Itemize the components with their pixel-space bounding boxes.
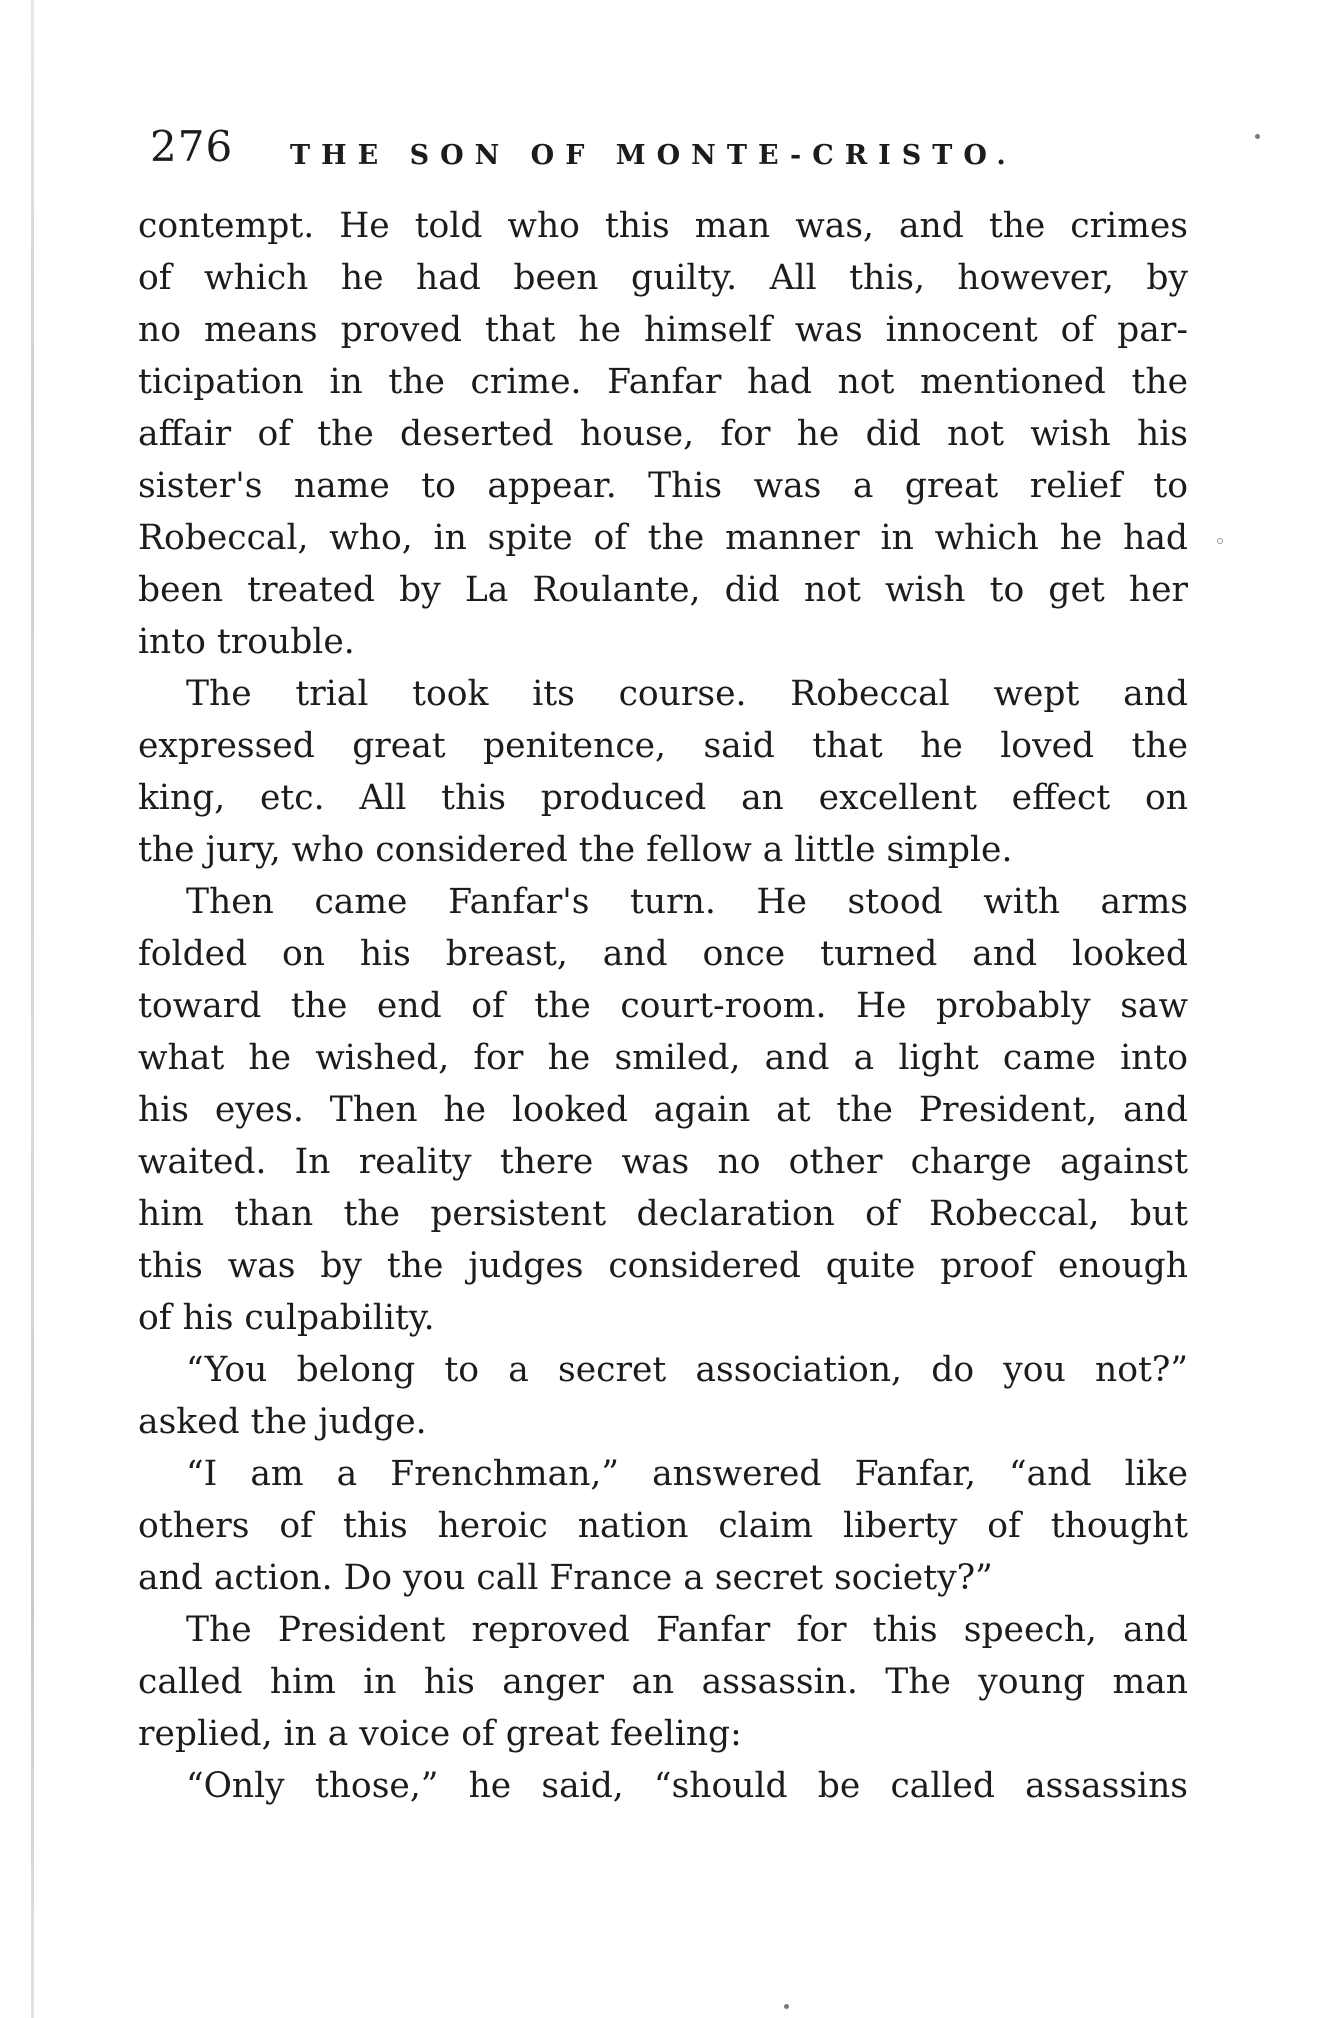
paragraph — [138, 1448, 1188, 1604]
text-line: of his culpability. — [138, 1298, 435, 1338]
page-number: 276 — [150, 122, 234, 171]
text-line: of which he had been guilty. All this, however, by — [138, 258, 1188, 298]
text-line: his eyes. Then he looked again at the President, and — [138, 1090, 1188, 1130]
text-line: asked the judge. — [138, 1402, 427, 1442]
text-line: expressed great penitence, said that he loved the — [138, 726, 1188, 766]
running-title: THE SON OF MONTE-CRISTO. — [290, 140, 1017, 171]
text-line: the jury, who considered the fellow a little simple. — [138, 830, 1013, 870]
text-line: called him in his anger an assassin. The young man — [138, 1662, 1188, 1702]
text-line: replied, in a voice of great feeling: — [138, 1714, 742, 1754]
text-line: folded on his breast, and once turned and looked — [138, 934, 1188, 974]
text-line: sister's name to appear. This was a great relief to — [138, 466, 1188, 506]
paragraph — [138, 668, 1188, 876]
print-speck — [1217, 538, 1223, 544]
print-speck — [1255, 134, 1260, 139]
text-line: others of this heroic nation claim liberty of thought — [138, 1506, 1188, 1546]
text-line: “Only those,” he said, “should be called assassins — [186, 1766, 1188, 1806]
body-text — [138, 200, 1188, 1812]
text-line: and action. Do you call France a secret society?” — [138, 1558, 993, 1598]
text-line: Robeccal, who, in spite of the manner in which he had — [138, 518, 1188, 558]
paragraph — [138, 200, 1188, 668]
text-line: been treated by La Roulante, did not wish to get her — [138, 570, 1188, 610]
text-line: Then came Fanfar's turn. He stood with arms — [186, 882, 1188, 922]
text-line: The President reproved Fanfar for this speech, and — [186, 1610, 1188, 1650]
print-speck — [784, 2004, 789, 2009]
paragraph — [138, 1344, 1188, 1448]
text-line: no means proved that he himself was innocent of par- — [138, 310, 1188, 350]
text-line: him than the persistent declaration of Robeccal, but — [138, 1194, 1188, 1234]
text-line: this was by the judges considered quite proof enough — [138, 1246, 1188, 1286]
text-line: contempt. He told who this man was, and the crimes — [138, 206, 1188, 246]
text-line: what he wished, for he smiled, and a light came into — [138, 1038, 1188, 1078]
page-header — [138, 122, 1188, 186]
text-line: ticipation in the crime. Fanfar had not mentioned the — [138, 362, 1188, 402]
binding-edge-line — [31, 0, 34, 2018]
text-line: waited. In reality there was no other charge against — [138, 1142, 1188, 1182]
text-line: king, etc. All this produced an excellent effect on — [138, 778, 1188, 818]
paragraph — [138, 1604, 1188, 1760]
book-page — [138, 122, 1188, 1812]
text-line: affair of the deserted house, for he did not wish his — [138, 414, 1188, 454]
text-line: toward the end of the court-room. He probably saw — [138, 986, 1188, 1026]
paragraph — [138, 876, 1188, 1344]
paragraph — [138, 1760, 1188, 1812]
text-line: The trial took its course. Robeccal wept and — [186, 674, 1188, 714]
text-line: “I am a Frenchman,” answered Fanfar, “and like — [186, 1454, 1188, 1494]
text-line: “You belong to a secret association, do you not?” — [186, 1350, 1188, 1390]
text-line: into trouble. — [138, 622, 355, 662]
